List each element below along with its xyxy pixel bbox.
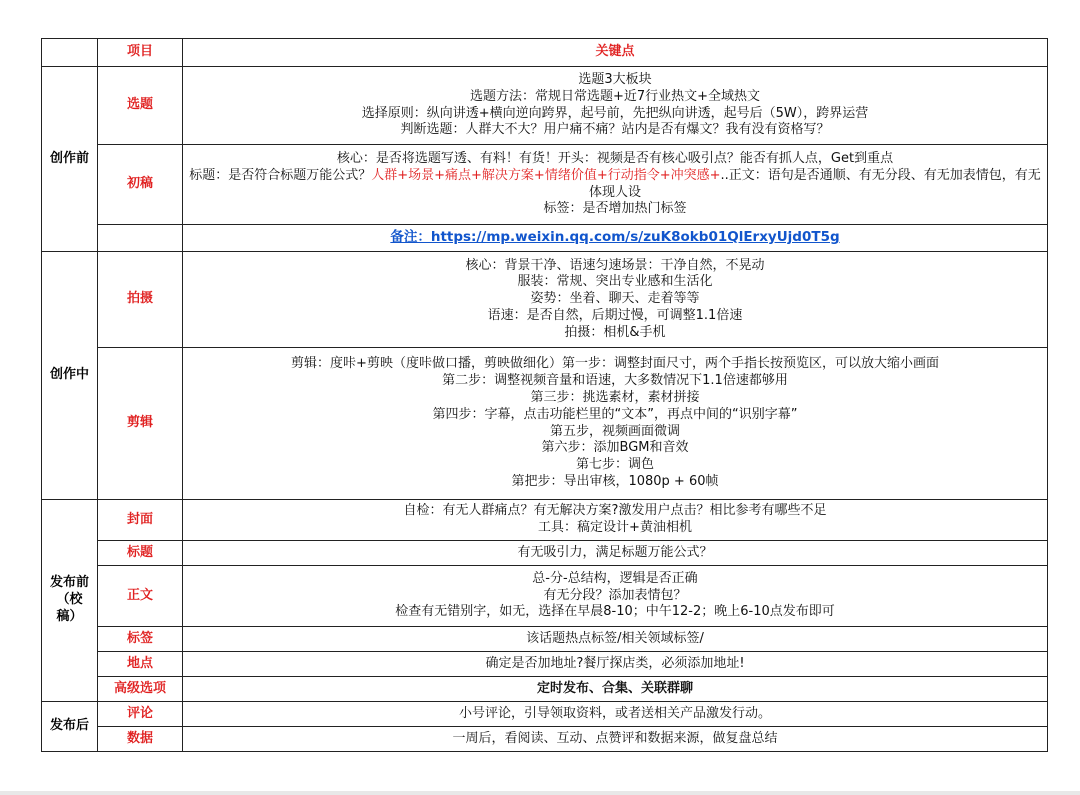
row-note [42, 225, 1048, 252]
item-shoot: 拍摄 [98, 252, 183, 348]
item-comment: 评论 [98, 702, 183, 727]
content-shoot [183, 252, 1048, 348]
draft-line: 标签：是否增加热门标签 [543, 201, 687, 217]
draft-title-label: 标题：是否符合标题万能公式？ [189, 167, 372, 183]
edit-line: 剪辑：度咔+剪映（度咔做口播，剪映做细化）第一步：调整封面尺寸，两个手指长按预览区，可以放大缩小画面 [291, 356, 939, 372]
body-line: 有无分段？添加表情包？ [543, 587, 687, 603]
content-advanced: 定时发布、合集、关联群聊 [183, 677, 1048, 702]
header-key: 关键点 [183, 39, 1048, 67]
item-title: 标题 [98, 541, 183, 566]
content-edit [183, 348, 1048, 500]
header-row [42, 39, 1048, 67]
item-data: 数据 [98, 727, 183, 752]
content-data: 一周后，看阅读、互动、点赞评和数据来源，做复盘总结 [183, 727, 1048, 752]
edit-line: 第二步：调整视频音量和语速，大多数情况下1.1倍速都够用 [442, 373, 788, 389]
content-body [183, 566, 1048, 627]
item-topic: 选题 [98, 67, 183, 145]
draft-body-text: ..正文：语句是否通顺、有无分段、有无加表情包，有无体现人设 [588, 167, 1041, 200]
content-note [183, 225, 1048, 252]
body-line: 总-分-总结构，逻辑是否正确 [532, 570, 698, 586]
body-line: 检查有无错别字，如无，选择在早晨8-10；中午12-2；晚上6-10点发布即可 [395, 604, 835, 620]
item-advanced: 高级选项 [98, 677, 183, 702]
row-topic [42, 67, 1048, 145]
edit-line: 第六步：添加BGM和音效 [541, 440, 689, 456]
edit-line: 第五步，视频画面微调 [549, 423, 680, 439]
workflow-table [41, 38, 1048, 752]
row-body [42, 566, 1048, 627]
page-bottom-divider [0, 791, 1080, 795]
edit-line: 第三步：挑选素材，素材拼接 [530, 389, 700, 405]
shoot-line: 语速：是否自然，后期过慢，可调整1.1倍速 [487, 307, 743, 323]
row-shoot [42, 252, 1048, 348]
draft-title-formula: 人群+场景+痛点+解决方案+情绪价值+行动指令+冲突感+ [371, 167, 721, 183]
row-draft [42, 145, 1048, 225]
item-draft: 初稿 [98, 145, 183, 225]
cover-line: 工具：稿定设计+黄油相机 [538, 520, 692, 535]
item-tags: 标签 [98, 627, 183, 652]
shoot-line: 拍摄：相机&手机 [564, 324, 666, 340]
stage-prepublish: 发布前（校稿） [42, 500, 98, 702]
edit-line: 第七步：调色 [575, 457, 654, 473]
stage-before: 创作前 [42, 67, 98, 252]
shoot-line: 核心：背景干净、语速匀速场景：干净自然，不晃动 [465, 257, 765, 273]
note-link[interactable]: 备注：https://mp.weixin.qq.com/s/zuK8okb01QlErxyUjd0T5g [390, 229, 840, 246]
shoot-line: 姿势：坐着、聊天、走着等等 [530, 291, 700, 307]
content-topic [183, 67, 1048, 145]
item-body: 正文 [98, 566, 183, 627]
edit-line: 第四步：字幕，点击功能栏里的“文本”，再点中间的“识别字幕” [432, 406, 798, 422]
row-tags [42, 627, 1048, 652]
row-advanced [42, 677, 1048, 702]
row-location [42, 652, 1048, 677]
shoot-line: 服装：常规、突出专业感和生活化 [517, 274, 713, 290]
row-edit [42, 348, 1048, 500]
header-stage-cell [42, 39, 98, 67]
row-data [42, 727, 1048, 752]
item-location: 地点 [98, 652, 183, 677]
content-tags: 该话题热点标签/相关领域标签/ [183, 627, 1048, 652]
topic-line: 选择原则：纵向讲透+横向逆向跨界，起号前，先把纵向讲透，起号后（5W），跨界运营 [361, 105, 869, 121]
header-item: 项目 [98, 39, 183, 67]
content-draft [183, 145, 1048, 225]
content-cover [183, 500, 1048, 541]
draft-title-line [189, 168, 1041, 202]
content-title: 有无吸引力，满足标题万能公式？ [183, 541, 1048, 566]
item-edit: 剪辑 [98, 348, 183, 500]
content-location: 确定是否加地址?餐厅探店类，必须添加地址! [183, 652, 1048, 677]
note-empty-cell [98, 225, 183, 252]
stage-after: 发布后 [42, 702, 98, 752]
edit-line: 第把步：导出审核，1080p + 60帧 [511, 473, 719, 489]
topic-line: 选题3大板块 [578, 71, 652, 87]
row-cover [42, 500, 1048, 541]
topic-line: 选题方法：常规日常选题+近7行业热文+全域热文 [469, 88, 761, 104]
row-title [42, 541, 1048, 566]
draft-line: 核心：是否将选题写透、有料！有货！开头：视频是否有核心吸引点？能否有抓人点，Get到重点 [336, 150, 894, 166]
content-comment: 小号评论，引导领取资料，或者送相关产品激发行动。 [183, 702, 1048, 727]
topic-line: 判断选题：人群大不大？用户痛不痛？站内是否有爆文？我有没有资格写？ [400, 122, 830, 138]
cover-line: 自检：有无人群痛点？有无解决方案?激发用户点击？相比参考有哪些不足 [403, 503, 827, 519]
stage-during: 创作中 [42, 252, 98, 500]
row-comment [42, 702, 1048, 727]
item-cover: 封面 [98, 500, 183, 541]
